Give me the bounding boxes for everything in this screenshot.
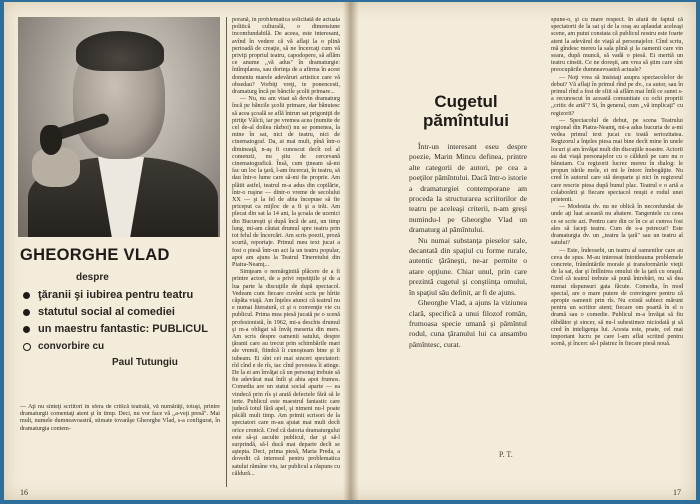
sidebar-paragraph: Într-un interesant eseu despre poezie, Marin Mincu definea, printre alte categorii de autori, pe cea a poeţilor pămîntului. Dacă într-o istorie a dramaturgiei contemporane am proceda la structurarea scriitorilor de teatru pe aceleaşi criterii, n-am greşi numindu-l pe Gheorghe Vlad un dramaturg al pămîntului. [409,142,527,235]
sidebar-paragraph: Gheorghe Vlad, a ajuns la viziunea clară, specifică a unui filozof român, frumoasa specie umană şi pămîntul rodul, cuna ţăranului lui ca ansambu pămîntesc, curat. [409,298,527,349]
intro-question-column [20,404,220,486]
sidebar-essay [409,142,527,452]
interviewer-name: Paul Tutungiu [112,357,178,368]
topics-list [20,289,225,353]
column-divider [226,17,227,487]
intro-question: — Aţi nu sînteţi scriitori în sfera de critică teatrală, vă numărăţi, totuşi, printre dramaturgii comentaţi atent şi în timp. Deci, nu vor face vă ,,a-veţi presă". Mai mult, numele dumneavoastră, stimate tovarăşe Gheorghe Vlad, s-a configurat, în dramaturgia contem- [20,404,220,432]
topic-item: ţăranii şi iubirea pentru teatru [20,289,225,302]
sidebar-signature: P. T. [499,450,513,459]
right-column-continuation: spune-o, şi cu mare respect. În afară de faptul că spectatorii de la sat şi de la oraş au aplaudat aceleaşi scene, am putut constata că publicul nostru este foarte atent la adevărul de viaţă al personajelor. Cînd scriu, mă gîndesc mereu la sala plină şi la oamenii care vin seara, după muncă, să vadă o piesă. Ei merită un teatru cinstit. Ce ne doreşti, am vrea să ştim care sînt preocupările dumneavoastră actuale? [551,17,683,74]
sidebar-title: Cugetul pămîntului [423,92,509,130]
right-page [351,2,696,500]
topic-item: un maestru fantastic: PUBLICUL [20,323,225,336]
page-number-right: 17 [673,488,681,497]
interview-column-2 [232,17,340,487]
author-portrait-photo [18,17,220,237]
portrait-hair [76,31,164,71]
despre-label: despre [76,272,109,283]
topic-item: convorbire cu [20,340,225,353]
column-2-answer: — Nu, nu am visat să devin dramaturg încă pe băncile şcolii primare, dar bănuiesc să acea şcoală se află întrun sat prigoniţii de pirtiţe Vâlcii, iar pe vremea acea (numite de cel de-al doilea război) nu se pomenea, la mine în sat, nici de teatru, nici de cinematograf. Da, ai mai mult, pînă într-o dimineaţă, n-aş fi cunoscut decît cel al comenzii, nu ştiu de cercevană cinematografică. Însă, cum ţineam să-mi fac un loc la ţară, l-am încercat, în teatru, să dau într-o lume care să-mi fie proprie. Am plătit astfel, teatrul m-a adus din copilărie, într-o ruşine — dintr-o vreme de secolului XX — şi la fel de abia începuse să fie priceput ca mijloc de a fi şi a trăi. Am plecat din sat la 14 ani, la şcoala de ucenici din Bucureşti şi după încă de ani, un timp lung, mi-am căutat drumul spre teatru prin tot felul de încercări. Am scris poezii, proză scurtă, reportaje. Primul meu text jucat a fost o piesă într-un act la un teatru popular, apoi am ajuns la Teatrul Tineretului din Piatra-Neamţ... [232,96,340,268]
magazine-spread [4,2,696,500]
column-2-question: porană, în problematica solicitată de actuala politică culturală, o dimensiune incomfundabilă. De aceea, este interesant, avînd în vedere că vă aflaţi la o plină perioadă de creaţie, să ne încercaţi cum vă priviţi propriul teatru, capodopere, să aflăm ce anume ,,vă adus" în dramaturgie: întîmplarea, sau dorinţa de a afirma în acest domeniu marele adevăruri artistice care vă obsedau? Vorbiţi vreţi, te ponencesti, dramaturg încă pe băncile şcolii primare... [232,17,340,96]
pipe-bowl-icon [40,125,62,155]
right-column-question: — Noţi vrea să insistaţi asupra spectacolelor de debut? Vă aflaţi în primul rînd pe dv., ca autor, sau în primul rînd a fost de sfiit să aflăm mai întîi ce sunet s-a recunoscut în această comunitate cu ochi propriii ,,critic de artă"? Si, în general, cum ,,vă implicaţi" cu regizorii? [551,74,683,117]
interview-headline [20,246,225,368]
sidebar-paragraph: Nu numai substanţa pieselor sale, decantată din spaţiul cu forme rurale, autentic ţărăneşti, ne-ar permite o atare opţiune. Chiar unul, prin care prezintă cugetul şi conştiinţa omului, în spaţiul său definit, ar fi de ajuns. [409,235,527,297]
right-column-answer-2: — Este, îndeosebi, un teatru al oamenilor care au ceva de spus. M-au interesat întotdeauna problemele concrete, frămîntările morale şi transformările vieţii de la sat, dar şi întîlnirea omului de la ţară cu oraşul. Cred că teatrul trebuie să pună întrebări, nu să dea numai răspunsuri gata făcute. Comedia, în mod special, are o mare putere de convingere pentru că apropie oamenii prin rîs. Nu există subiect mărunt pentru un scriitor atent; fiecare om poartă în el o dramă sau o comedie. Publicul m-a învăţat să fiu răbdător şi sincer, să nu-l subestimez niciodată şi să cred în inteligenţa lui. Acesta este, poate, cel mai important lucru pe care l-am aflat scriind pentru scenă, şi încerc să-l păstrez în fiecare piesă nouă. [551,247,683,348]
page-number-left: 16 [20,488,28,497]
bullet-icon [23,309,30,316]
hollow-bullet-icon [23,343,31,351]
left-page [4,2,349,500]
right-column-question-2: — Modestia dv. nu ne oblică în neconfundat de unde aţi luat această nu abatere. Tangentele cu ceea ce se scrie azi. Pentru care din ce în ce ai cumva fost ales să faceţi teatru. Cum de s-a petrecut? Este dramaturgia dv. un ,,teatru la ţară" sau un teatru al satului? [551,204,683,247]
right-column-answer: — Spectacolul de debut, pe scena Teatrului regional din Piatra-Neamţ, mi-a adus bucuria de a-mi vedea primul text jucat cu toată seriozitatea. Regizorul a înţeles piesa mai bine decît mine în unele locuri şi am învăţat mult din discuţiile noastre. Actorii au dat viaţă personajelor cu o căldură pe care nu o bănuiam. Cu regizorii lucrez mereu în dialog: le propun ideile mele, ei mi le întorc îmbogăţite. Nu cred în autorul care stă deoparte şi nici în regizorul care rescrie piesa după bunul plac. Teatrul e o artă a colaborării şi fiecare spectacol reuşit e rodul unei prietenii. [551,117,683,204]
topic-item: statutul social al comediei [20,306,225,319]
column-3-text: Simţeam o nemărginită plăcere de a fi printre actori, de a privi repetiţiile şi de a lua parte la discuţiile de după spectacol. Vedeam cum fiecare cuvânt scris pe hîrtie căpăta viaţă. Am înţeles atunci că teatrul nu e numai literatură, ci şi o convenţie vie cu publicul. Prima mea piesă jucată pe o scenă profesionistă, în 1962, mi-a deschis drumul şi m-a obligat să învăţ meseria din mers. Am scris despre oamenii satului, despre ţăranii care au trecut prin schimbările mari ale vremii, fiindcă îi cunoşteam bine şi îi iubeam. Ei sînt cei mai sinceri spectatori: rîd cînd e de rîs, tac cînd povestea îi atinge. De la ei am învăţat că un personaj trebuie să fie adevărat mai întîi şi abia apoi frumos. Comedia are un statut social aparte — ea vindecă prin rîs şi arată defectele fără să le ierte. Publicul este maestrul fantastic care judecă totul fără apel, şi nimeni nu-l poate păcăli mult timp. Am primit scrisori de la spectatori care m-au ajutat mai mult decît orice cronică. Cred că datoria dramaturgului este să-şi asculte publicul, dar şi să-l surprindă, să-l ducă mai departe decît se aştepta. Deci, prima piesă, Maria Preda, a dovedit că interesul pentru problematica satului rămâne viu, iar publicul a răspuns cu căldură... [232,269,340,477]
bullet-icon [23,292,30,299]
bullet-icon [23,326,30,333]
interviewee-name: GHEORGHE VLAD [20,246,170,264]
interview-column-right [551,17,683,487]
